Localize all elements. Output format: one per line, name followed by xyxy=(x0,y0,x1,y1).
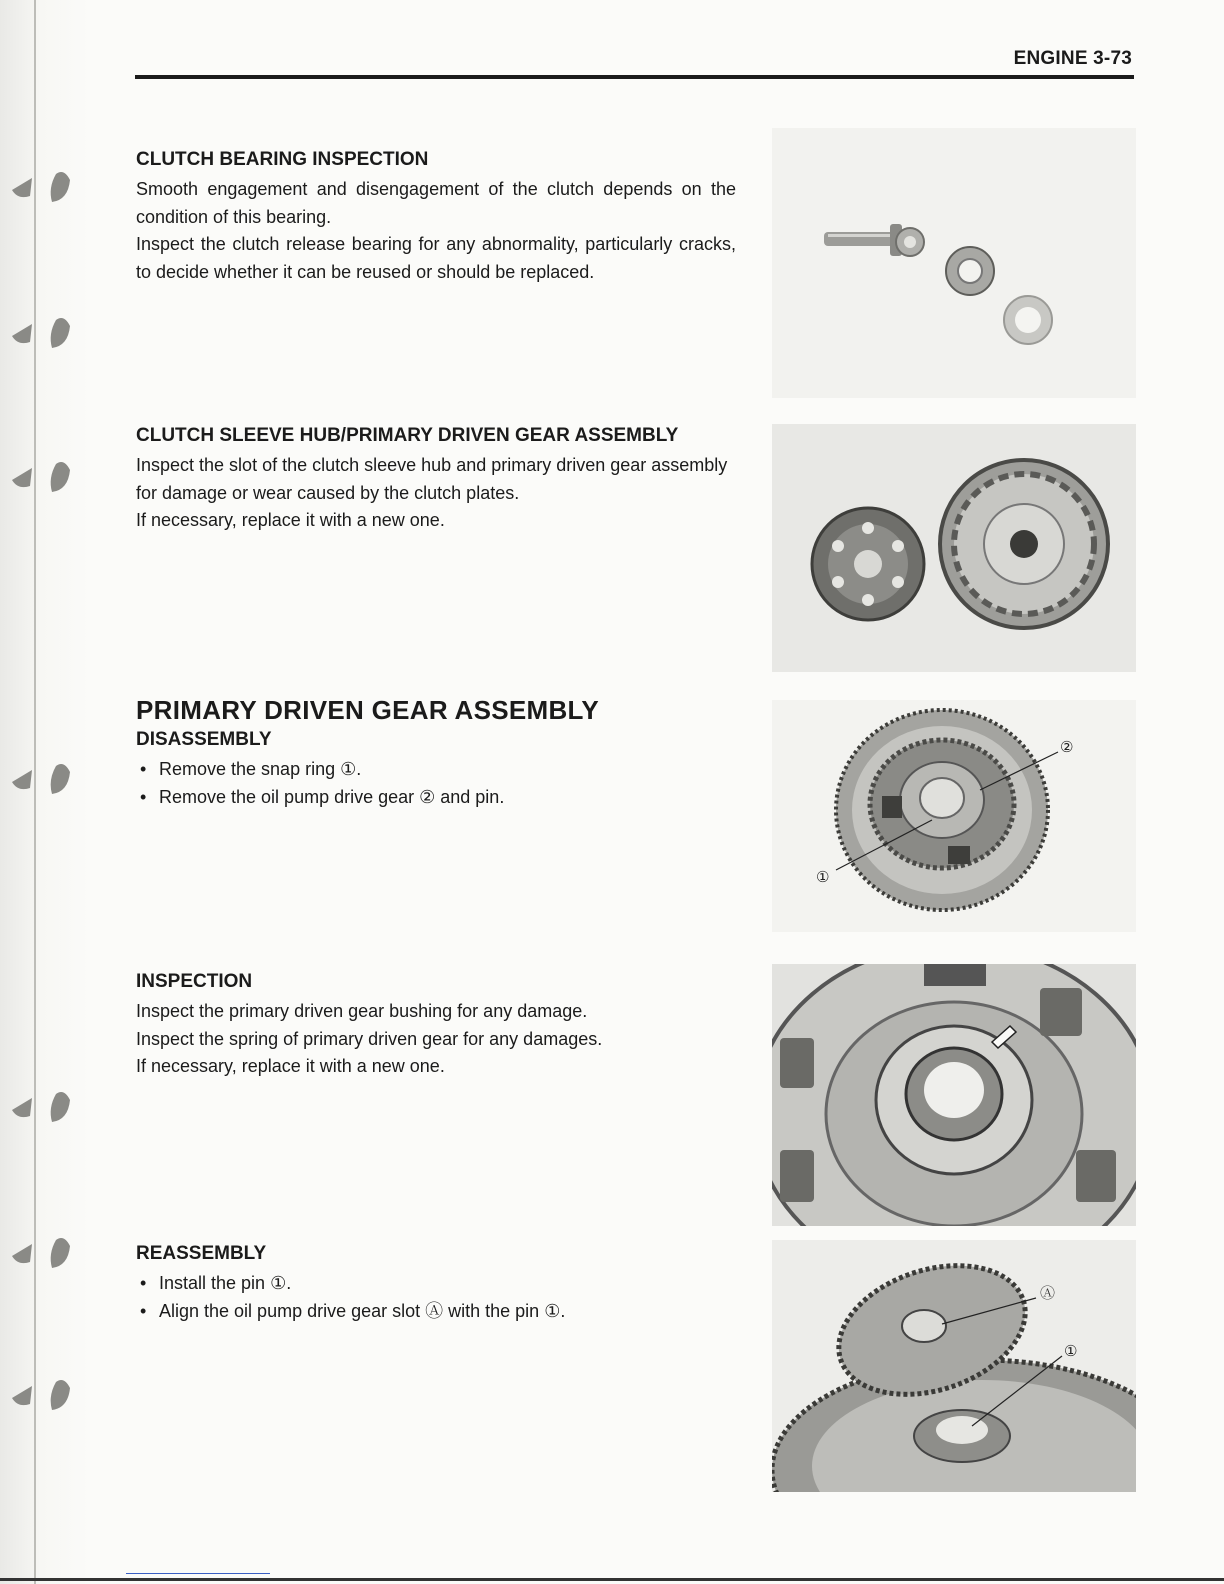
inspection-paragraph-1: Inspect the primary driven gear bushing for any damage. xyxy=(136,1001,588,1021)
binder-hole-4 xyxy=(8,752,76,798)
sleeve-hub-paragraph-1: Inspect the slot of the clutch sleeve hub and primary driven gear assembly for damage or wear caused by the clutch plates. xyxy=(136,455,728,503)
callout-label-1: ① xyxy=(1064,1342,1078,1360)
callout-label-1: ① xyxy=(816,868,830,886)
disassembly-steps xyxy=(136,756,736,811)
clutch-bearing-paragraph-1: Smooth engagement and disengagement of the clutch depends on the condition of this bearing. xyxy=(136,179,736,227)
disassembly-step: • Remove the oil pump drive gear ② and pin. xyxy=(136,784,736,812)
clutch-bearing-paragraph-2: Inspect the clutch release bearing for any abnormality, particularly cracks, to decide whether it can be reused or should be replaced. xyxy=(136,234,736,282)
primary-driven-gear-title: PRIMARY DRIVEN GEAR ASSEMBLY xyxy=(136,695,599,725)
photo-driven-gear-bushing-inspection xyxy=(772,964,1136,1226)
primary-driven-gear-section xyxy=(136,694,736,811)
header-rule xyxy=(135,75,1134,79)
page-binding-margin xyxy=(0,0,90,1584)
footer-link-underline xyxy=(126,1573,270,1574)
binder-hole-7 xyxy=(8,1368,76,1414)
binder-hole-5 xyxy=(8,1080,76,1126)
page-bottom-edge xyxy=(0,1578,1224,1581)
reassembly-section xyxy=(136,1242,736,1325)
photo-oil-pump-drive-gear-disassembly xyxy=(772,700,1136,932)
sleeve-hub-paragraph-2: If necessary, replace it with a new one. xyxy=(136,510,445,530)
callout-label-2: ② xyxy=(1060,738,1074,756)
disassembly-heading: DISASSEMBLY xyxy=(136,729,272,750)
clutch-bearing-heading: CLUTCH BEARING INSPECTION xyxy=(136,149,429,170)
sleeve-hub-section xyxy=(136,424,736,535)
reassembly-step: • Align the oil pump drive gear slot Ⓐ with the pin ①. xyxy=(136,1298,736,1326)
inspection-heading: INSPECTION xyxy=(136,971,253,992)
binder-hole-2 xyxy=(8,306,76,352)
photo-clutch-release-bearing xyxy=(772,128,1136,398)
photo-reassembly-slot-and-pin xyxy=(772,1240,1136,1492)
page-header-title: ENGINE 3-73 xyxy=(1013,48,1132,69)
callout-label-a: Ⓐ xyxy=(1040,1284,1056,1302)
binder-hole-3 xyxy=(8,450,76,496)
inspection-section xyxy=(136,970,736,1081)
inspection-paragraph-3: If necessary, replace it with a new one. xyxy=(136,1056,445,1076)
reassembly-step: • Install the pin ①. xyxy=(136,1270,736,1298)
disassembly-step: • Remove the snap ring ①. xyxy=(136,756,736,784)
binder-hole-1 xyxy=(8,160,76,206)
reassembly-steps xyxy=(136,1270,736,1325)
inspection-paragraph-2: Inspect the spring of primary driven gear for any damages. xyxy=(136,1028,603,1049)
reassembly-heading: REASSEMBLY xyxy=(136,1243,267,1264)
binder-hole-6 xyxy=(8,1226,76,1272)
clutch-bearing-section xyxy=(136,148,736,286)
sleeve-hub-heading: CLUTCH SLEEVE HUB/PRIMARY DRIVEN GEAR ASSEMBLY xyxy=(136,425,679,446)
photo-sleeve-hub-and-driven-gear xyxy=(772,424,1136,672)
